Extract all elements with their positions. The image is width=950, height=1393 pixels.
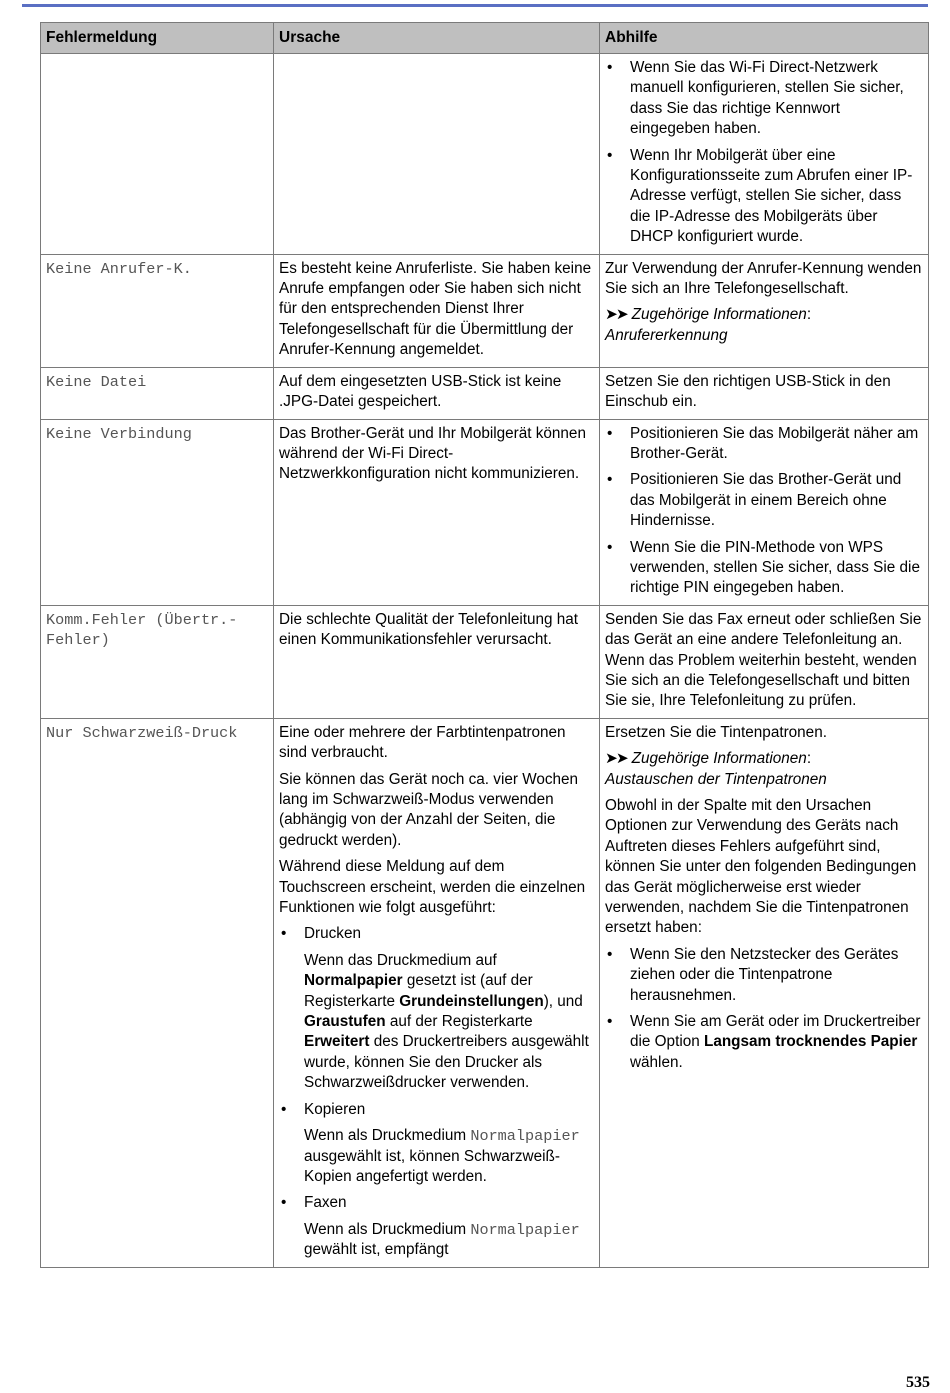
- message-cell: Keine Datei: [41, 367, 274, 419]
- message-cell: Komm.Fehler (Übertr.-Fehler): [41, 605, 274, 718]
- cause-paragraph: Sie können das Gerät noch ca. vier Wochen lang im Schwarzweiß-Modus verwenden (abhängig von der Anzahl der Seiten, die gedruckt werden).: [279, 770, 579, 849]
- text-run: Wenn als Druckmedium: [304, 1127, 471, 1145]
- function-title: Faxen: [304, 1194, 347, 1212]
- error-message-table: [40, 22, 929, 1268]
- text-run: Wenn als Druckmedium: [304, 1220, 471, 1238]
- message-cell: Keine Anrufer-K.: [41, 254, 274, 367]
- text-run: Wenn Sie am Gerät oder im Druckertreiber die Option: [630, 1013, 921, 1051]
- related-info-label: Zugehörige Informationen: [631, 306, 807, 324]
- function-list: [279, 924, 594, 1260]
- text-run: gesetzt ist (auf der Registerkarte: [304, 972, 533, 1010]
- mono-run: Normalpapier: [470, 1127, 580, 1146]
- page-number: 535: [906, 1374, 930, 1391]
- list-item: • Wenn Sie die PIN-Methode von WPS verwenden, stellen Sie sicher, dass Sie die richtige PIN eingegeben haben.: [605, 538, 923, 599]
- list-item: [279, 1100, 594, 1188]
- table-row: [41, 367, 929, 419]
- remedy-list: [605, 58, 923, 248]
- list-item: [605, 1012, 923, 1073]
- cause-cell: [274, 718, 600, 1267]
- text-run: auf der Registerkarte: [385, 1013, 533, 1031]
- remedy-text: Zur Verwendung der Anrufer-Kennung wenden Sie sich an Ihre Telefongesellschaft.: [605, 259, 922, 298]
- list-item: [279, 1193, 594, 1260]
- list-item: • Wenn Sie den Netzstecker des Gerätes ziehen oder die Tintenpatrone herausnehmen.: [605, 945, 923, 1006]
- remedy-cell: [600, 419, 929, 605]
- cause-paragraph: Eine oder mehrere der Farbtintenpatronen sind verbraucht.: [279, 723, 566, 762]
- header-message: Fehlermeldung: [41, 23, 274, 54]
- list-item: • Positionieren Sie das Brother-Gerät und das Mobilgerät in einem Bereich ohne Hindernisse.: [605, 470, 923, 531]
- related-info-target[interactable]: Anrufererkennung: [605, 326, 728, 344]
- related-info-colon: :: [806, 750, 812, 768]
- remedy-text: Ersetzen Sie die Tintenpatronen.: [605, 723, 827, 741]
- text-run: Wenn das Druckmedium auf: [304, 951, 497, 969]
- related-info-link[interactable]: [605, 749, 923, 790]
- bold-run: Normalpapier: [304, 972, 403, 990]
- remedy-cell: [600, 254, 929, 367]
- table-row: [41, 718, 929, 1267]
- list-item: [279, 924, 594, 1093]
- table-row: [41, 54, 929, 255]
- list-item: • Positionieren Sie das Mobilgerät näher am Brother-Gerät.: [605, 424, 923, 465]
- text-run: ausgewählt ist, können Schwarzweiß-Kopien angefertigt werden.: [304, 1147, 560, 1185]
- remedy-list: [605, 424, 923, 599]
- function-description: [304, 951, 594, 1094]
- cause-cell: Die schlechte Qualität der Telefonleitung hat einen Kommunikationsfehler verursacht.: [274, 605, 600, 718]
- cause-cell: Auf dem eingesetzten USB-Stick ist keine .JPG-Datei gespeichert.: [274, 367, 600, 419]
- related-info-link[interactable]: [605, 305, 923, 346]
- table-row: [41, 419, 929, 605]
- cause-cell: [274, 54, 600, 255]
- bold-run: Graustufen: [304, 1013, 386, 1031]
- double-arrow-icon: ➤➤: [605, 750, 627, 768]
- table-row: [41, 605, 929, 718]
- double-arrow-icon: ➤➤: [605, 306, 627, 324]
- function-description: [304, 1220, 594, 1261]
- mono-run: Normalpapier: [470, 1220, 580, 1239]
- header-cause: Ursache: [274, 23, 600, 54]
- bold-run: Langsam trocknendes Papier: [703, 1033, 918, 1051]
- remedy-cell: Setzen Sie den richtigen USB-Stick in den Einschub ein.: [600, 367, 929, 419]
- top-rule: [22, 4, 928, 7]
- related-info-label: Zugehörige Informationen: [631, 750, 807, 768]
- table-row: [41, 254, 929, 367]
- function-title: Kopieren: [304, 1100, 366, 1118]
- text-run: ), und: [543, 992, 583, 1010]
- table-header-row: [41, 23, 929, 54]
- text-run: wählen.: [630, 1053, 683, 1071]
- remedy-list: [605, 945, 923, 1073]
- remedy-text: Obwohl in der Spalte mit den Ursachen Optionen zur Verwendung des Geräts nach Auftreten dieses Fehlers aufgeführt sind, können Sie unter den folgenden Bedingungen das Gerät möglicherweise erst wieder verwenden, nachdem Sie die Tintenpatronen ersetzt haben:: [605, 797, 917, 937]
- function-title: Drucken: [304, 925, 361, 943]
- cause-cell: Das Brother-Gerät und Ihr Mobilgerät können während der Wi-Fi Direct-Netzwerkkonfiguration nicht kommunizieren.: [274, 419, 600, 605]
- cause-paragraph: Während diese Meldung auf dem Touchscreen erscheint, werden die einzelnen Funktionen wie folgt ausgeführt:: [279, 858, 586, 917]
- remedy-cell: [600, 54, 929, 255]
- related-info-colon: :: [806, 306, 812, 324]
- cause-cell: Es besteht keine Anruferliste. Sie haben keine Anrufe empfangen oder Sie haben sich nicht für den entsprechenden Dienst Ihrer Telefongesellschaft für die Übermittlung der Anrufer-Kennung angemeldet.: [274, 254, 600, 367]
- bold-run: Erweitert: [304, 1033, 370, 1051]
- remedy-cell: Senden Sie das Fax erneut oder schließen Sie das Gerät an eine andere Telefonleitung an. Wenn das Problem weiterhin besteht, wenden Sie sich an die Telefongesellschaft und bitten Sie sie, Ihre Telefonleitung zu prüfen.: [600, 605, 929, 718]
- message-cell: Nur Schwarzweiß-Druck: [41, 718, 274, 1267]
- related-info-target[interactable]: Austauschen der Tintenpatronen: [605, 770, 827, 788]
- message-cell: [41, 54, 274, 255]
- header-remedy: Abhilfe: [600, 23, 929, 54]
- bold-run: Grundeinstellungen: [399, 992, 544, 1010]
- remedy-cell: [600, 718, 929, 1267]
- text-run: gewählt ist, empfängt: [304, 1241, 449, 1259]
- function-description: [304, 1126, 594, 1187]
- list-item: • Wenn Ihr Mobilgerät über eine Konfigurationsseite zum Abrufen einer IP-Adresse verfügt, stellen Sie sicher, dass die IP-Adresse des Mobilgeräts über DHCP konfiguriert wurde.: [605, 146, 923, 248]
- list-item: • Wenn Sie das Wi-Fi Direct-Netzwerk manuell konfigurieren, stellen Sie sicher, dass Sie das richtige Kennwort eingegeben haben.: [605, 58, 923, 140]
- text-run: des Druckertreibers ausgewählt wurde, können Sie den Drucker als Schwarzweißdrucker verwenden.: [304, 1033, 589, 1092]
- message-cell: Keine Verbindung: [41, 419, 274, 605]
